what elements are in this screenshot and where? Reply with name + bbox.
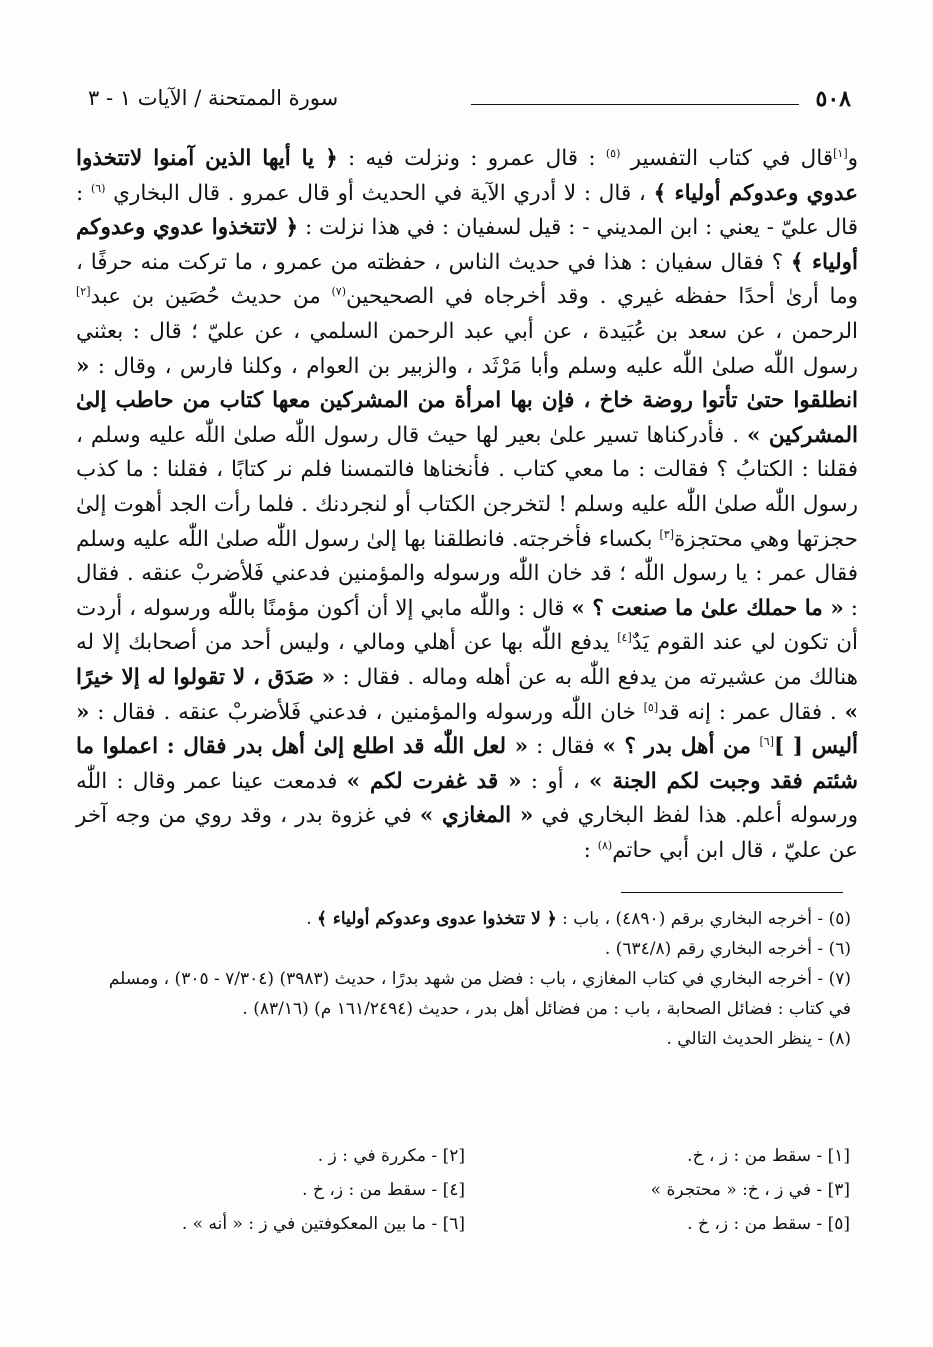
- body-paragraph: [76, 142, 858, 868]
- note-marker: [١]: [833, 146, 848, 160]
- quoted-text: من أهل بدر ؟ »: [602, 734, 760, 760]
- footnote: [86, 904, 851, 934]
- text-run: من حديث حُصَين بن عبد: [90, 284, 332, 310]
- footnote: [86, 964, 851, 1024]
- note-marker: [٥]: [643, 700, 659, 714]
- variant-note: [٦] - ما بين المعكوفتين في ز : « أنه » .: [181, 1214, 465, 1234]
- text-run: (٧) - أخرجه البخاري في كتاب المغازي ، باب : فضل من شهد بدرًا ، حديث (٣٩٨٣) (٧/٣٠٤ - ٣٠٥) ، ومسلم في كتاب : فضائل الصحابة ، باب : من فضائل أهل بدر ، حديث (١٦١/٢٤٩٤ م) (٨٣/١٦) .: [108, 969, 851, 1019]
- quoted-text: ﴿ لاتتخذوا عدوي وعدوكم أولياء ﴾: [76, 215, 858, 275]
- quoted-text: ﴿ لا تتخذوا عدوى وعدوكم أولياء ﴾: [317, 909, 557, 929]
- main-text: [76, 142, 858, 868]
- text-run: . فأدركناها تسير علىٰ بعير لها حيث قال رسول اللّٰه صلىٰ اللّٰه عليه وسلم ، فقلنا : الكتابُ ؟ فقالت : ما معي كتاب . فأنخناها فالتمسنا فلم نر كتابًا ، فقلنا : ما كذب رسول اللّٰه صلىٰ اللّٰه عليه وسلم ! لتخرجن الكتاب أو لنجردنك . فلما رأت الجد أهوت إلىٰ حجزتها وهي محتجزة: [76, 422, 858, 552]
- text-run: : قال عمرو : ونزلت فيه :: [337, 146, 606, 171]
- quoted-text: « لعل اللّٰه قد اطلع إلىٰ أهل بدر فقال : اعملوا ما شئتم فقد وجبت لكم الجنة »: [76, 734, 858, 794]
- text-run: ، قال : لا أدري الآية في الحديث أو قال عمرو . قال البخاري: [105, 180, 654, 206]
- text-run: :: [583, 837, 598, 863]
- quoted-text: « أليس [ ]: [76, 699, 858, 760]
- quoted-text: ﴿ يا أيها الذين آمنوا لاتتخذوا عدوي وعدوكم أولياء ﴾: [76, 146, 859, 206]
- text-run: و: [847, 146, 858, 171]
- text-run: خان اللّٰه ورسوله والمؤمنين ، فدعني فَلأضربْ عنقه . فقال :: [89, 699, 644, 725]
- quoted-text: « المغازي »: [419, 803, 534, 829]
- quoted-text: « صَدَق ، لا تقولوا له إلا خيرًا »: [76, 664, 858, 725]
- note-marker: (٦): [90, 181, 106, 195]
- footnotes: [86, 904, 851, 1054]
- variant-note: [٢] - مكررة في : ز .: [317, 1146, 465, 1166]
- text-run: الرحمن ، عن سعد بن عُبَيدة ، عن أبي عبد الرحمن السلمي ، عن عليّ ؛ قال : بعثني رسول اللّٰه صلىٰ اللّٰه عليه وسلم وأبا مَرْثَد ، والزبير بن العوام ، وكلنا فارس ، وقال :: [76, 318, 858, 379]
- variant-notes: [110, 1140, 850, 1240]
- text-run: فقال :: [528, 734, 603, 760]
- running-title: سورة الممتحنة / الآيات ١ - ٣: [88, 86, 339, 110]
- text-run: .: [306, 909, 318, 929]
- note-marker: (٨): [597, 838, 613, 852]
- variant-note: [٣] - في ز ، خ: « محتجرة »: [650, 1180, 850, 1200]
- note-marker: [٣]: [659, 527, 675, 541]
- note-marker: [٤]: [617, 631, 632, 645]
- footnote-separator: [621, 892, 843, 893]
- footnote: [86, 1024, 851, 1054]
- footnote: [86, 934, 851, 964]
- note-marker: (٧): [331, 285, 346, 299]
- text-run: ؟ فقال سفيان : هذا في حديث الناس ، حفظته من عمرو ، ما تركت منه حرفًا ، وما أرىٰ أحدًا حفظه غيري . وقد أخرجاه في الصحيحين: [76, 249, 858, 310]
- note-marker: [٦]: [759, 734, 775, 748]
- text-run: : قال عليّ - يعني : ابن المديني - : قيل لسفيان : في هذا نزلت :: [76, 180, 859, 241]
- quoted-text: « ما حملك علىٰ ما صنعت ؟ »: [571, 595, 844, 621]
- note-marker: [٢]: [76, 285, 91, 299]
- page-number: ٥٠٨: [815, 86, 851, 112]
- text-run: بكساء فأخرجته. فانطلقنا بها إلىٰ رسول اللّٰه صلىٰ اللّٰه عليه وسلم فقال عمر : يا رسول اللّٰه ؛ قد خان اللّٰه ورسوله والمؤمنين فدعني فَلأضربْ عنقه . فقال :: [76, 526, 859, 621]
- text-run: فدمعت عينا عمر وقال : اللّٰه ورسوله أعلم. هذا لفظ البخاري في: [76, 768, 858, 829]
- text-run: قال في كتاب التفسير: [620, 146, 834, 171]
- text-run: قال : واللّٰه مابي إلا أن أكون مؤمنًا باللّٰه ورسوله ، أردت أن تكون لي عند القوم يَدٌ: [76, 595, 858, 656]
- text-run: . فقال عمر : إنه قد: [658, 699, 845, 725]
- text-run: (٥) - أخرجه البخاري برقم (٤٨٩٠) ، باب :: [556, 909, 851, 929]
- text-run: (٦) - أخرجه البخاري رقم (٦٣٤/٨) .: [604, 939, 851, 959]
- text-run: يدفع اللّٰه بها عن أهلي ومالي ، وليس أحد من أصحابك إلا له هنالك من عشيرته من يدفع اللّٰه به عن أهله وماله . فقال :: [76, 630, 858, 690]
- quoted-text: « انطلقوا حتىٰ تأتوا روضة خاخ ، فإن بها امرأة من المشركين معها كتاب من حاطب إلىٰ المشركين »: [76, 353, 858, 448]
- variant-note: [٥] - سقط من : ز، خ .: [687, 1214, 850, 1234]
- note-marker: (٥): [605, 146, 621, 160]
- quoted-text: « قد غفرت لكم »: [346, 768, 522, 794]
- text-run: في غزوة بدر ، وقد روي من وجه آخر عن عليّ ، قال ابن أبي حاتم: [76, 803, 858, 863]
- text-run: ، أو :: [521, 768, 589, 794]
- page-header: [88, 86, 851, 120]
- text-run: (٨) - ينظر الحديث التالي .: [666, 1029, 851, 1049]
- variant-note: [٤] - سقط من : ز، خ .: [302, 1180, 465, 1200]
- header-rule: [471, 104, 799, 105]
- variant-note: [١] - سقط من : ز ، خ.: [687, 1146, 850, 1166]
